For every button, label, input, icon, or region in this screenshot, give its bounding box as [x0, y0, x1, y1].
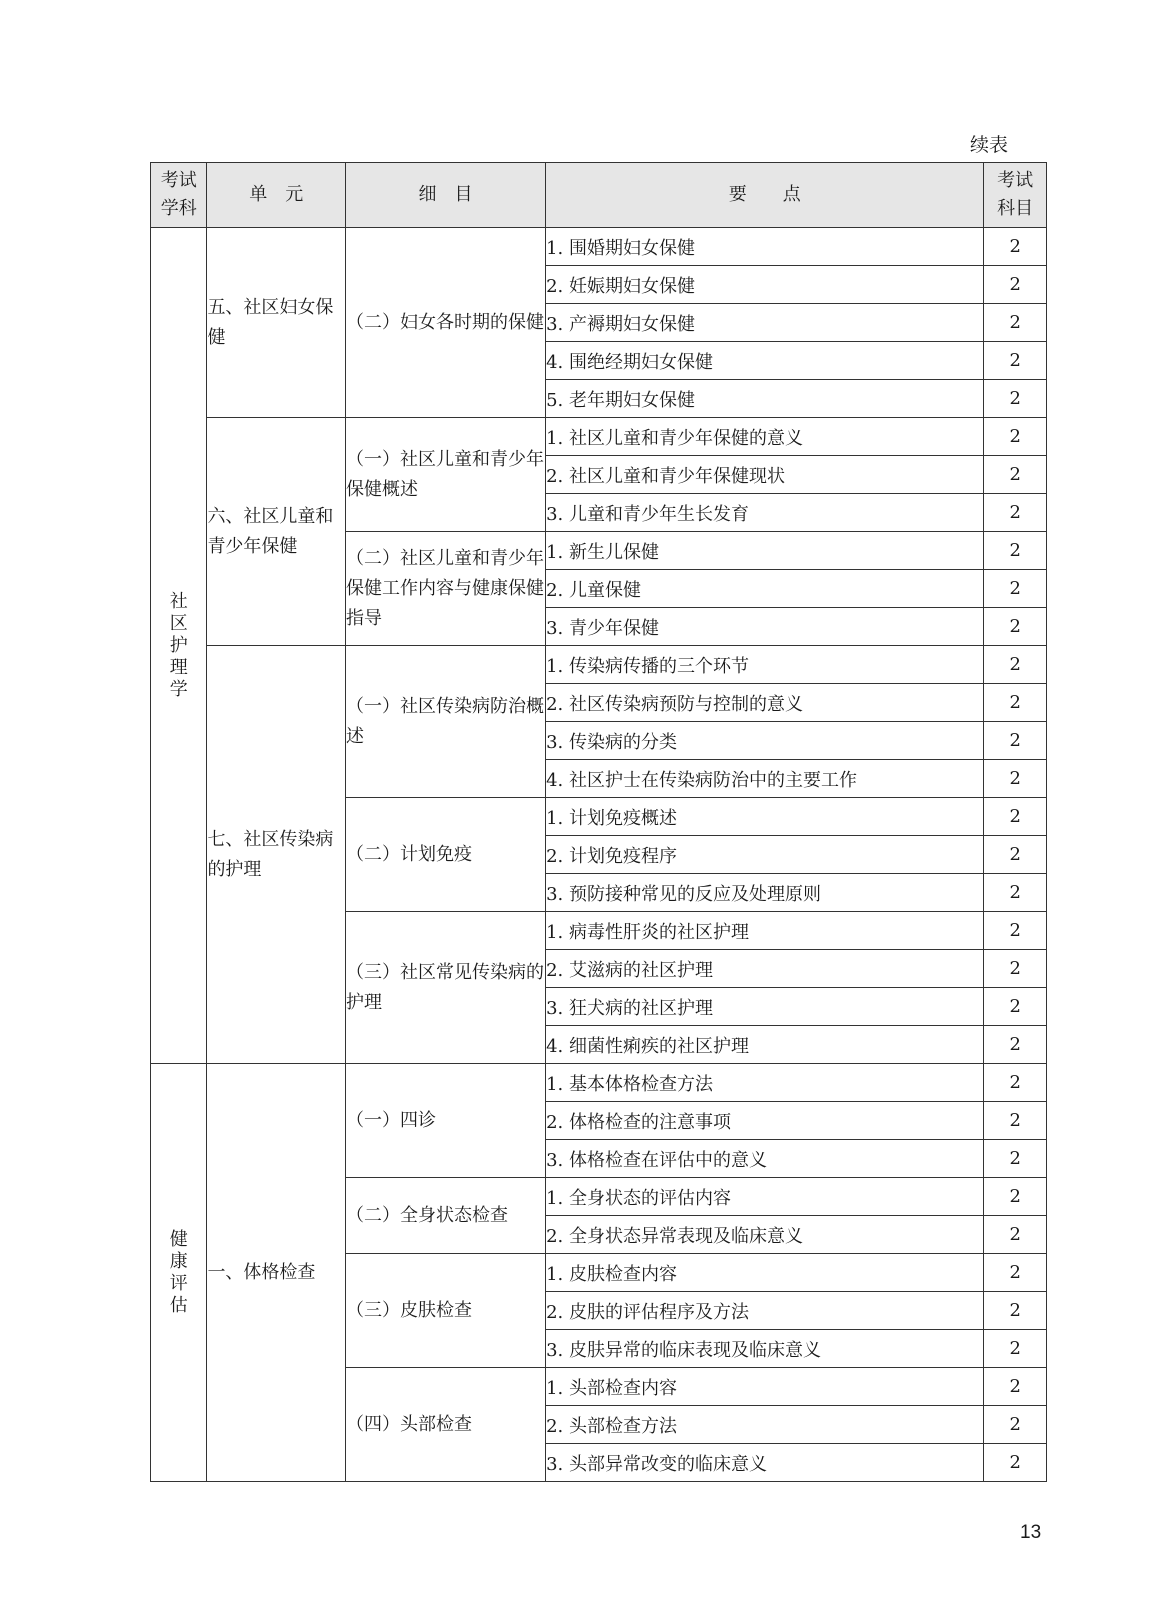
exam-subject-cell: 2 [984, 646, 1047, 684]
subject-cell [151, 228, 207, 1064]
table-row [151, 228, 1047, 266]
exam-subject-cell: 2 [984, 418, 1047, 456]
point-cell: 1. 全身状态的评估内容 [546, 1178, 984, 1216]
point-cell: 3. 皮肤异常的临床表现及临床意义 [546, 1330, 984, 1368]
item-cell: （一）社区儿童和青少年保健概述 [345, 418, 545, 532]
exam-subject-cell: 2 [984, 228, 1047, 266]
point-cell: 2. 社区传染病预防与控制的意义 [546, 684, 984, 722]
exam-subject-cell: 2 [984, 912, 1047, 950]
exam-subject-cell: 2 [984, 380, 1047, 418]
exam-subject-cell: 2 [984, 1444, 1047, 1482]
exam-subject-cell: 2 [984, 1178, 1047, 1216]
header-exam-subject: 考试科目 [984, 163, 1047, 228]
exam-subject-cell: 2 [984, 1102, 1047, 1140]
point-cell: 4. 细菌性痢疾的社区护理 [546, 1026, 984, 1064]
point-cell: 1. 头部检查内容 [546, 1368, 984, 1406]
exam-subject-cell: 2 [984, 266, 1047, 304]
subject-name: 健康评估 [169, 1228, 188, 1316]
point-cell: 1. 新生儿保健 [546, 532, 984, 570]
item-cell: （二）社区儿童和青少年保健工作内容与健康保健指导 [345, 532, 545, 646]
unit-cell: 一、体格检查 [207, 1064, 346, 1482]
exam-subject-cell: 2 [984, 760, 1047, 798]
unit-cell: 五、社区妇女保健 [207, 228, 346, 418]
exam-subject-cell: 2 [984, 1064, 1047, 1102]
point-cell: 4. 围绝经期妇女保健 [546, 342, 984, 380]
point-cell: 1. 社区儿童和青少年保健的意义 [546, 418, 984, 456]
exam-subject-cell: 2 [984, 532, 1047, 570]
exam-subject-cell: 2 [984, 874, 1047, 912]
point-cell: 2. 计划免疫程序 [546, 836, 984, 874]
header-point: 要 点 [546, 163, 984, 228]
point-cell: 2. 艾滋病的社区护理 [546, 950, 984, 988]
exam-subject-cell: 2 [984, 798, 1047, 836]
exam-subject-cell: 2 [984, 1254, 1047, 1292]
item-cell: （一）四诊 [345, 1064, 545, 1178]
exam-subject-cell: 2 [984, 342, 1047, 380]
exam-subject-cell: 2 [984, 304, 1047, 342]
item-cell: （三）社区常见传染病的护理 [345, 912, 545, 1064]
point-cell: 2. 皮肤的评估程序及方法 [546, 1292, 984, 1330]
item-cell: （一）社区传染病防治概述 [345, 646, 545, 798]
point-cell: 1. 围婚期妇女保健 [546, 228, 984, 266]
point-cell: 4. 社区护士在传染病防治中的主要工作 [546, 760, 984, 798]
exam-subject-cell: 2 [984, 1026, 1047, 1064]
unit-cell: 六、社区儿童和青少年保健 [207, 418, 346, 646]
header-subject: 考试学科 [151, 163, 207, 228]
exam-subject-cell: 2 [984, 1406, 1047, 1444]
syllabus-table [150, 162, 1047, 1482]
point-cell: 3. 儿童和青少年生长发育 [546, 494, 984, 532]
point-cell: 3. 传染病的分类 [546, 722, 984, 760]
point-cell: 2. 头部检查方法 [546, 1406, 984, 1444]
point-cell: 2. 儿童保健 [546, 570, 984, 608]
exam-subject-cell: 2 [984, 494, 1047, 532]
subject-cell [151, 1064, 207, 1482]
exam-subject-cell: 2 [984, 836, 1047, 874]
point-cell: 1. 计划免疫概述 [546, 798, 984, 836]
item-cell: （三）皮肤检查 [345, 1254, 545, 1368]
item-cell: （二）计划免疫 [345, 798, 545, 912]
table-header-row [151, 163, 1047, 228]
exam-subject-cell: 2 [984, 1368, 1047, 1406]
point-cell: 1. 传染病传播的三个环节 [546, 646, 984, 684]
point-cell: 3. 体格检查在评估中的意义 [546, 1140, 984, 1178]
exam-subject-cell: 2 [984, 1330, 1047, 1368]
item-cell: （四）头部检查 [345, 1368, 545, 1482]
exam-subject-cell: 2 [984, 456, 1047, 494]
exam-subject-cell: 2 [984, 684, 1047, 722]
point-cell: 1. 皮肤检查内容 [546, 1254, 984, 1292]
table-body [151, 228, 1047, 1482]
point-cell: 2. 体格检查的注意事项 [546, 1102, 984, 1140]
exam-subject-cell: 2 [984, 722, 1047, 760]
item-cell: （二）全身状态检查 [345, 1178, 545, 1254]
subject-name: 社区护理学 [169, 590, 188, 700]
exam-subject-cell: 2 [984, 1216, 1047, 1254]
exam-subject-cell: 2 [984, 1292, 1047, 1330]
point-cell: 1. 基本体格检查方法 [546, 1064, 984, 1102]
header-unit: 单 元 [207, 163, 346, 228]
exam-subject-cell: 2 [984, 608, 1047, 646]
point-cell: 3. 产褥期妇女保健 [546, 304, 984, 342]
unit-cell: 七、社区传染病的护理 [207, 646, 346, 1064]
table-row [151, 646, 1047, 684]
point-cell: 2. 全身状态异常表现及临床意义 [546, 1216, 984, 1254]
exam-subject-cell: 2 [984, 950, 1047, 988]
point-cell: 2. 妊娠期妇女保健 [546, 266, 984, 304]
point-cell: 2. 社区儿童和青少年保健现状 [546, 456, 984, 494]
table-row [151, 418, 1047, 456]
point-cell: 1. 病毒性肝炎的社区护理 [546, 912, 984, 950]
table-row [151, 1064, 1047, 1102]
exam-subject-cell: 2 [984, 570, 1047, 608]
point-cell: 3. 狂犬病的社区护理 [546, 988, 984, 1026]
point-cell: 3. 青少年保健 [546, 608, 984, 646]
item-cell: （二）妇女各时期的保健 [345, 228, 545, 418]
page-number: 13 [1020, 1522, 1042, 1543]
exam-subject-cell: 2 [984, 988, 1047, 1026]
continued-label: 续表 [970, 134, 1009, 156]
point-cell: 5. 老年期妇女保健 [546, 380, 984, 418]
exam-subject-cell: 2 [984, 1140, 1047, 1178]
point-cell: 3. 头部异常改变的临床意义 [546, 1444, 984, 1482]
header-item: 细 目 [345, 163, 545, 228]
point-cell: 3. 预防接种常见的反应及处理原则 [546, 874, 984, 912]
